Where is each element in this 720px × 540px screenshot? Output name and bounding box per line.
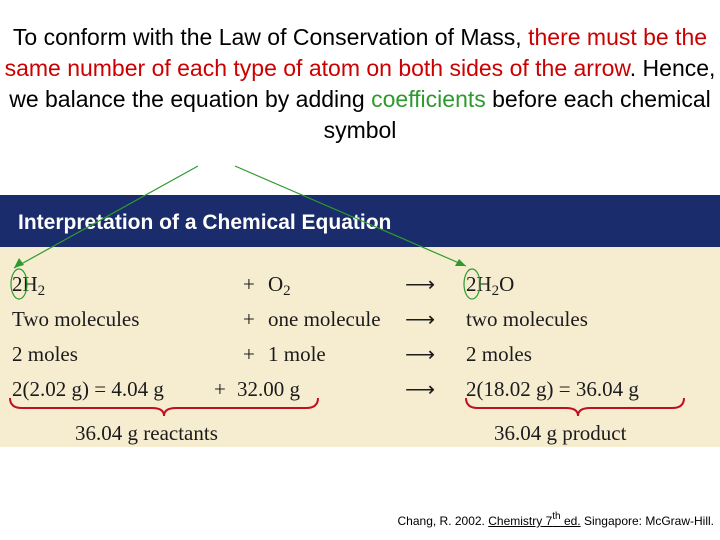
row4-plus: + bbox=[214, 377, 226, 401]
row3-product: 2 moles bbox=[466, 342, 532, 366]
citation-author: Chang, R. 2002. bbox=[397, 514, 485, 528]
product-brace bbox=[466, 398, 684, 416]
row3-oxygen: 1 mole bbox=[268, 342, 326, 366]
citation-edition-sup: th bbox=[552, 511, 561, 522]
row1-plus: + bbox=[243, 272, 255, 296]
citation-edition: ed. bbox=[560, 514, 581, 528]
reactants-total: 36.04 g reactants bbox=[75, 421, 218, 445]
product-coefficient-circle bbox=[464, 269, 480, 299]
citation-book bbox=[488, 511, 581, 528]
intro-highlight-red: there must be the same number of each type of atom on both sides of the arrow bbox=[4, 24, 708, 81]
row3-plus: + bbox=[243, 342, 255, 366]
citation-book-title: Chemistry 7 bbox=[488, 514, 553, 528]
intro-highlight-green: coefficients bbox=[371, 86, 486, 112]
coefficient-arrow-left bbox=[14, 166, 198, 268]
coefficient-arrow-right bbox=[235, 166, 466, 266]
intro-part3: . Hence, we balance the equation by adding bbox=[9, 55, 716, 112]
row4-oxygen: 32.00 g bbox=[237, 377, 300, 401]
row2-plus: + bbox=[243, 307, 255, 331]
coefficient-arrowhead-left bbox=[14, 258, 24, 268]
row2-arrow: ⟶ bbox=[405, 307, 436, 331]
reactant-coefficient-circle bbox=[11, 269, 27, 299]
row4-arrow: ⟶ bbox=[405, 377, 436, 401]
citation bbox=[397, 511, 715, 528]
row1-arrow: ⟶ bbox=[405, 272, 436, 296]
intro-part1: To conform with the Law of Conservation of Mass, bbox=[12, 24, 529, 50]
row2-product: two molecules bbox=[466, 307, 588, 331]
row4-product: 2(18.02 g) = 36.04 g bbox=[466, 377, 639, 401]
row1-oxygen-symbol: O bbox=[268, 272, 284, 296]
row3-arrow: ⟶ bbox=[405, 342, 436, 366]
row1-oxygen-subscript: 2 bbox=[283, 283, 291, 299]
banner-title: Interpretation of a Chemical Equation bbox=[18, 211, 392, 234]
intro-part5: before each chemical symbol bbox=[323, 86, 711, 143]
row1-reactant-symbol: 2H bbox=[12, 272, 38, 296]
citation-publisher: Singapore: McGraw-Hill. bbox=[580, 514, 714, 528]
row1-product-symbol-b: O bbox=[499, 272, 515, 296]
row2-reactant: Two molecules bbox=[12, 307, 140, 331]
product-total: 36.04 g product bbox=[494, 421, 627, 445]
reactants-brace bbox=[10, 398, 318, 416]
row4-reactant: 2(2.02 g) = 4.04 g bbox=[12, 377, 164, 401]
row1-reactant-subscript: 2 bbox=[37, 283, 46, 299]
row1-product-symbol-a: 2H bbox=[466, 272, 492, 296]
row3-reactant: 2 moles bbox=[12, 342, 78, 366]
row1-product-subscript: 2 bbox=[491, 283, 500, 299]
row2-oxygen: one molecule bbox=[268, 307, 381, 331]
